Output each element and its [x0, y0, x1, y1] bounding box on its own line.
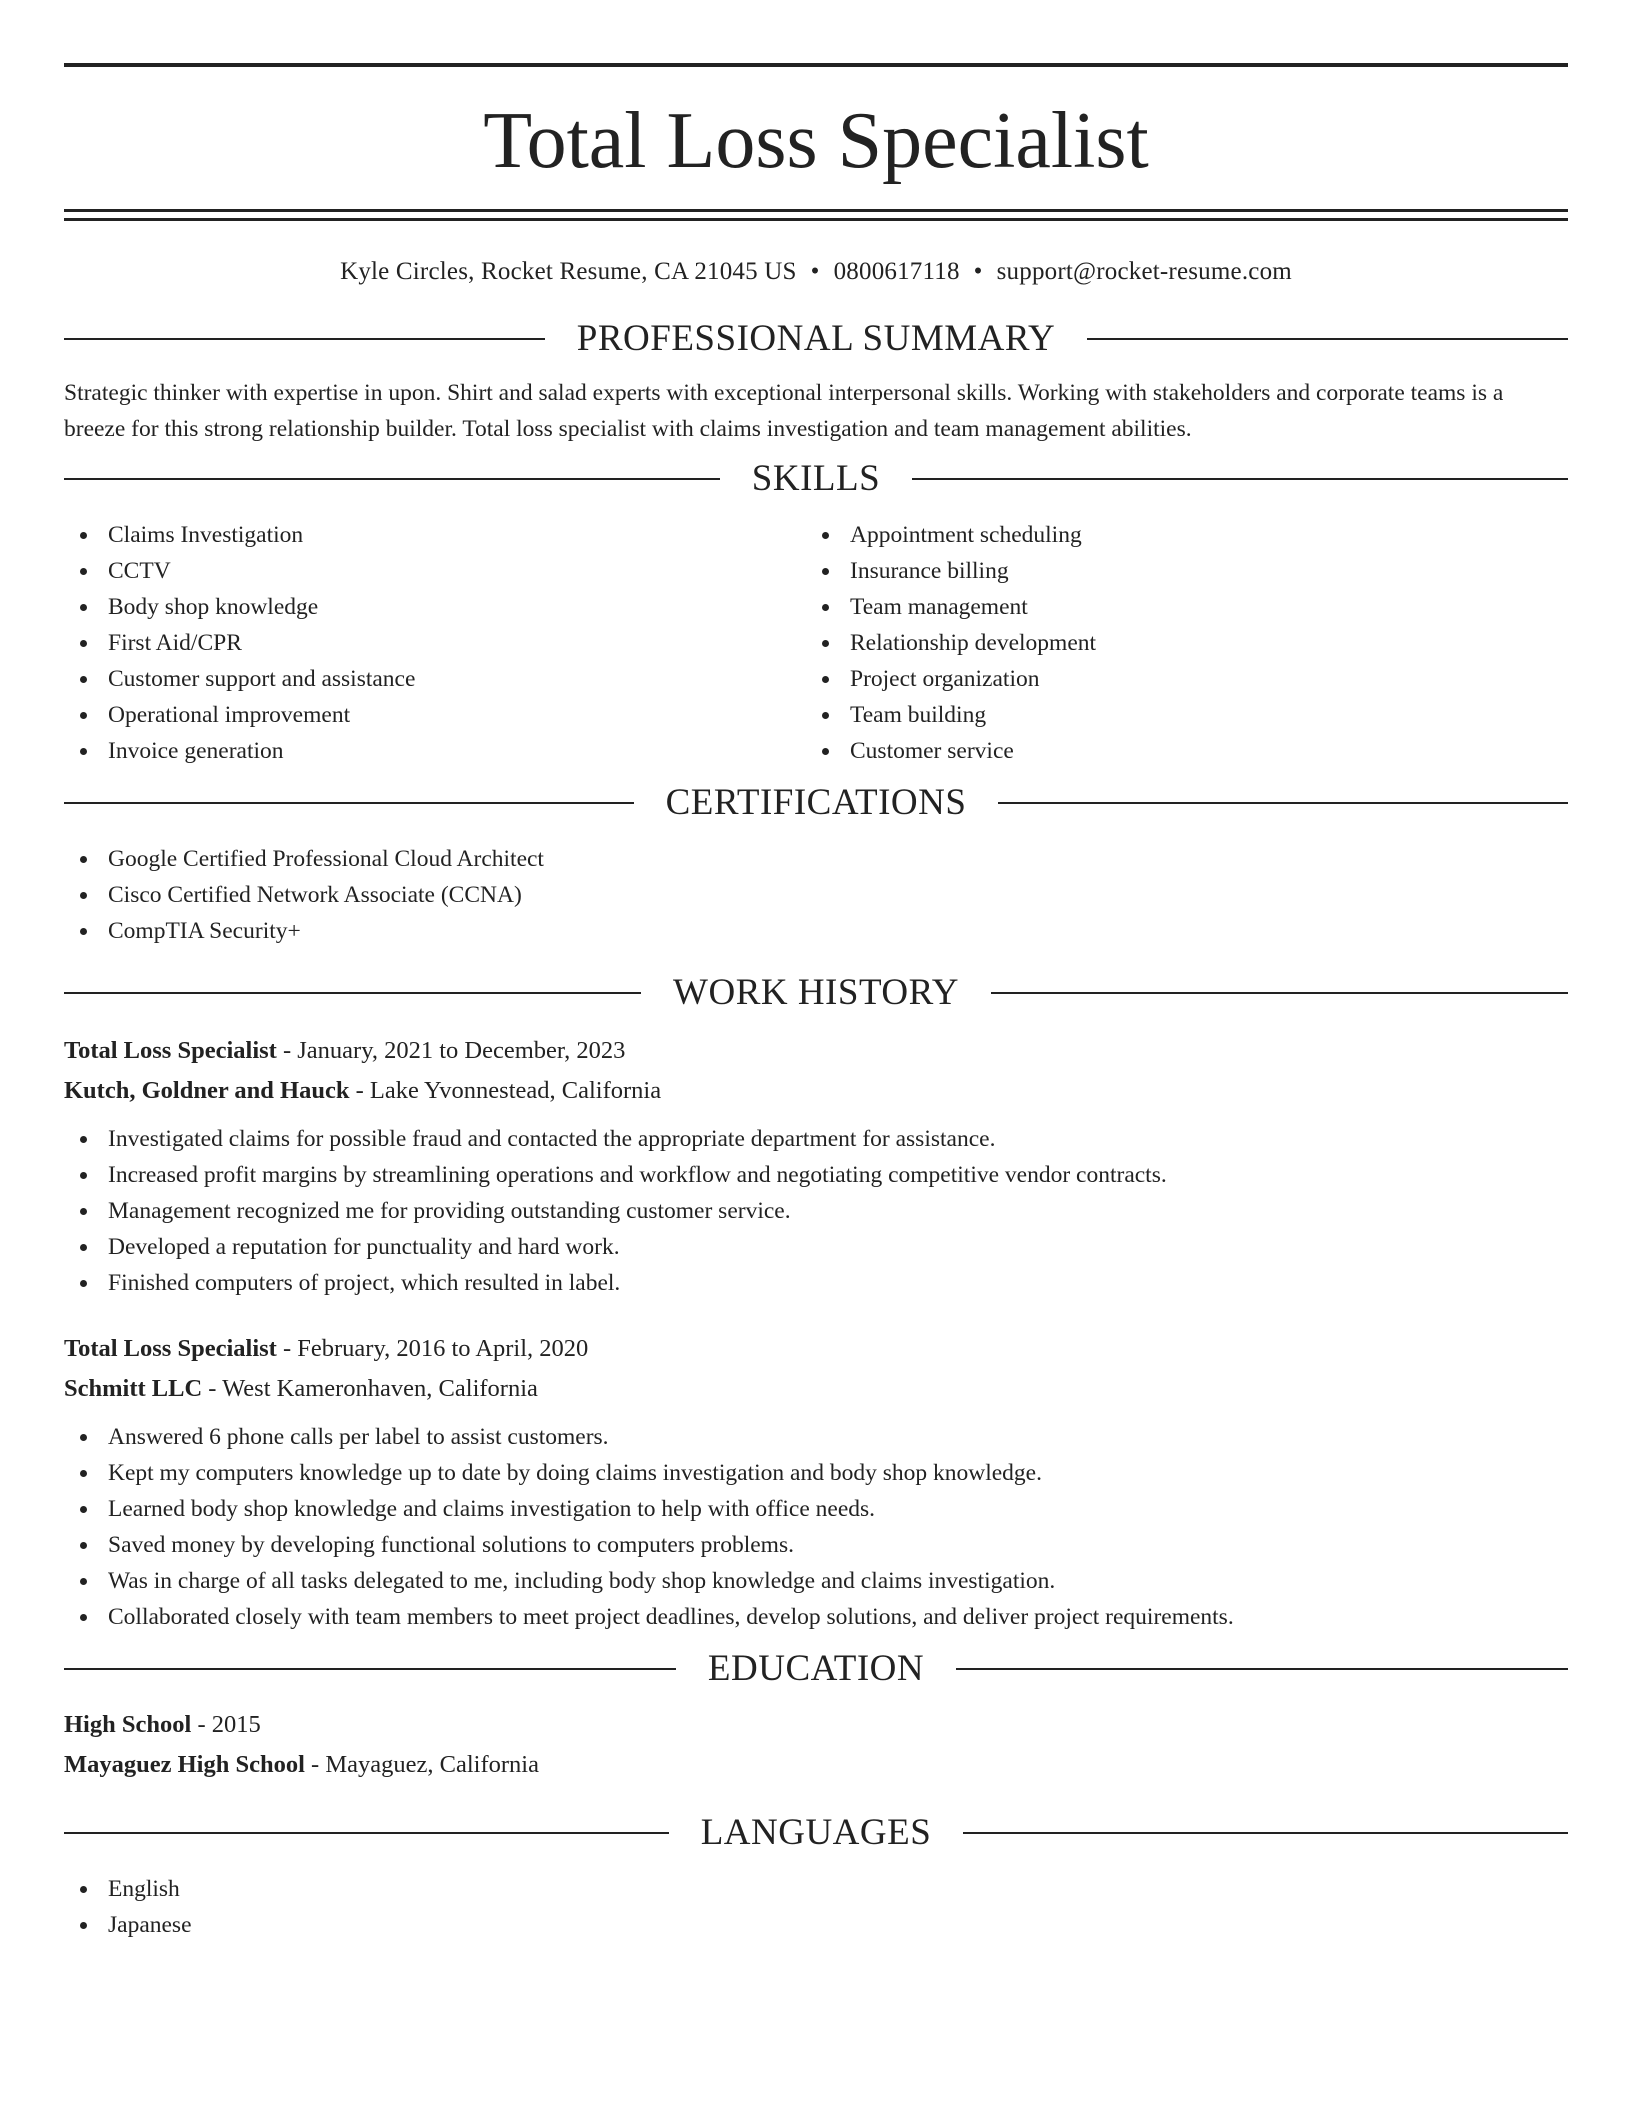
dash: -	[202, 1375, 223, 1402]
job-bullet: Increased profit margins by streamlining operations and workflow and negotiating competitive vendor contracts.	[64, 1157, 1568, 1193]
contact-separator: •	[973, 258, 983, 285]
job-bullet: Collaborated closely with team members to meet project deadlines, develop solutions, and deliver project requirements.	[64, 1599, 1568, 1635]
job-bullet: Answered 6 phone calls per label to assist customers.	[64, 1419, 1568, 1455]
heading-rule-right	[912, 478, 1568, 480]
job-entry	[64, 1031, 1568, 1301]
job-bullet: Finished computers of project, which resulted in label.	[64, 1265, 1568, 1301]
skills-list-right	[806, 517, 1548, 769]
skill-item: First Aid/CPR	[64, 625, 806, 661]
skills-column-right	[806, 517, 1548, 769]
contact-address: Kyle Circles, Rocket Resume, CA 21045 US	[340, 258, 797, 285]
education-entry	[64, 1705, 1568, 1785]
heading-rule-left	[64, 1668, 676, 1670]
job-entry	[64, 1329, 1568, 1635]
certification-item: Google Certified Professional Cloud Architect	[64, 841, 1568, 877]
heading-rule-right	[998, 802, 1568, 804]
dash: -	[191, 1711, 212, 1738]
certification-item: CompTIA Security+	[64, 913, 1568, 949]
heading-rule-right	[1087, 338, 1568, 340]
heading-rule-left	[64, 992, 641, 994]
skill-item: Claims Investigation	[64, 517, 806, 553]
job-title: Total Loss Specialist	[64, 1037, 277, 1064]
education-school: Mayaguez High School	[64, 1751, 305, 1778]
job-title-line	[64, 1031, 1568, 1071]
resume-title: Total Loss Specialist	[483, 97, 1149, 185]
dash: -	[304, 1751, 326, 1778]
job-bullet: Was in charge of all tasks delegated to me, including body shop knowledge and claims investigation.	[64, 1563, 1568, 1599]
dash: -	[276, 1037, 298, 1064]
skill-item: Insurance billing	[806, 553, 1548, 589]
skill-item: Invoice generation	[64, 733, 806, 769]
certifications-list	[64, 841, 1568, 949]
job-company: Kutch, Goldner and Hauck	[64, 1077, 350, 1104]
contact-separator: •	[810, 258, 820, 285]
contact-line	[64, 254, 1568, 290]
heading-rule-left	[64, 478, 720, 480]
section-heading-languages	[64, 1811, 1568, 1855]
dash: -	[349, 1077, 370, 1104]
language-item: English	[64, 1871, 1568, 1907]
job-bullet: Investigated claims for possible fraud and contacted the appropriate department for assistance.	[64, 1121, 1568, 1157]
heading-rule-left	[64, 1832, 669, 1834]
section-heading-work-history	[64, 971, 1568, 1015]
dash: -	[276, 1335, 298, 1362]
section-heading-certifications	[64, 781, 1568, 825]
education-school-line	[64, 1745, 1568, 1785]
job-bullet: Learned body shop knowledge and claims investigation to help with office needs.	[64, 1491, 1568, 1527]
job-company-line	[64, 1369, 1568, 1409]
certification-item: Cisco Certified Network Associate (CCNA)	[64, 877, 1568, 913]
job-bullet: Developed a reputation for punctuality and hard work.	[64, 1229, 1568, 1265]
language-item: Japanese	[64, 1907, 1568, 1943]
section-title: LANGUAGES	[700, 1812, 932, 1853]
heading-rule-right	[963, 1832, 1568, 1834]
education-degree-line	[64, 1705, 1568, 1745]
heading-rule-right	[956, 1668, 1568, 1670]
job-company-line	[64, 1071, 1568, 1111]
skill-item: Customer support and assistance	[64, 661, 806, 697]
skill-item: Team management	[806, 589, 1548, 625]
education-year: 2015	[211, 1711, 261, 1738]
languages-list	[64, 1871, 1568, 1943]
section-title: EDUCATION	[707, 1648, 925, 1689]
heading-rule-left	[64, 802, 634, 804]
job-bullets	[64, 1121, 1568, 1301]
skills-column-left	[64, 517, 806, 769]
section-title: SKILLS	[751, 458, 881, 499]
skill-item: Body shop knowledge	[64, 589, 806, 625]
section-title: PROFESSIONAL SUMMARY	[576, 318, 1056, 359]
skills-list-left	[64, 517, 806, 769]
job-location: West Kameronhaven, California	[222, 1375, 538, 1402]
contact-email: support@rocket-resume.com	[996, 258, 1292, 285]
job-title-line	[64, 1329, 1568, 1369]
job-bullet: Kept my computers knowledge up to date by doing claims investigation and body shop knowledge.	[64, 1455, 1568, 1491]
job-location: Lake Yvonnestead, California	[369, 1077, 662, 1104]
education-degree: High School	[64, 1711, 192, 1738]
skill-item: Operational improvement	[64, 697, 806, 733]
skill-item: Customer service	[806, 733, 1548, 769]
education-location: Mayaguez, California	[325, 1751, 539, 1778]
job-bullets	[64, 1419, 1568, 1635]
section-heading-summary	[64, 317, 1568, 361]
section-heading-education	[64, 1647, 1568, 1691]
section-title: CERTIFICATIONS	[665, 782, 967, 823]
job-title: Total Loss Specialist	[64, 1335, 277, 1362]
heading-rule-right	[991, 992, 1568, 994]
heading-rule-left	[64, 338, 545, 340]
skill-item: Appointment scheduling	[806, 517, 1548, 553]
skill-item: CCTV	[64, 553, 806, 589]
job-bullet: Management recognized me for providing outstanding customer service.	[64, 1193, 1568, 1229]
title-double-rule	[64, 209, 1568, 221]
section-heading-skills	[64, 457, 1568, 501]
top-rule	[64, 63, 1568, 67]
skill-item: Relationship development	[806, 625, 1548, 661]
skills-columns	[64, 517, 1568, 769]
job-bullet: Saved money by developing functional solutions to computers problems.	[64, 1527, 1568, 1563]
summary-text: Strategic thinker with expertise in upon. Shirt and salad experts with exceptional interpersonal skills. Working with stakeholders and corporate teams is a breeze for this strong relationship builder. Total loss specialist with claims investigation and team management abilities.	[64, 380, 1504, 442]
job-company: Schmitt LLC	[64, 1375, 203, 1402]
contact-phone: 0800617118	[833, 258, 960, 285]
skill-item: Project organization	[806, 661, 1548, 697]
job-dates: February, 2016 to April, 2020	[297, 1335, 589, 1362]
section-title: WORK HISTORY	[673, 972, 959, 1013]
skill-item: Team building	[806, 697, 1548, 733]
job-dates: January, 2021 to December, 2023	[297, 1037, 626, 1064]
